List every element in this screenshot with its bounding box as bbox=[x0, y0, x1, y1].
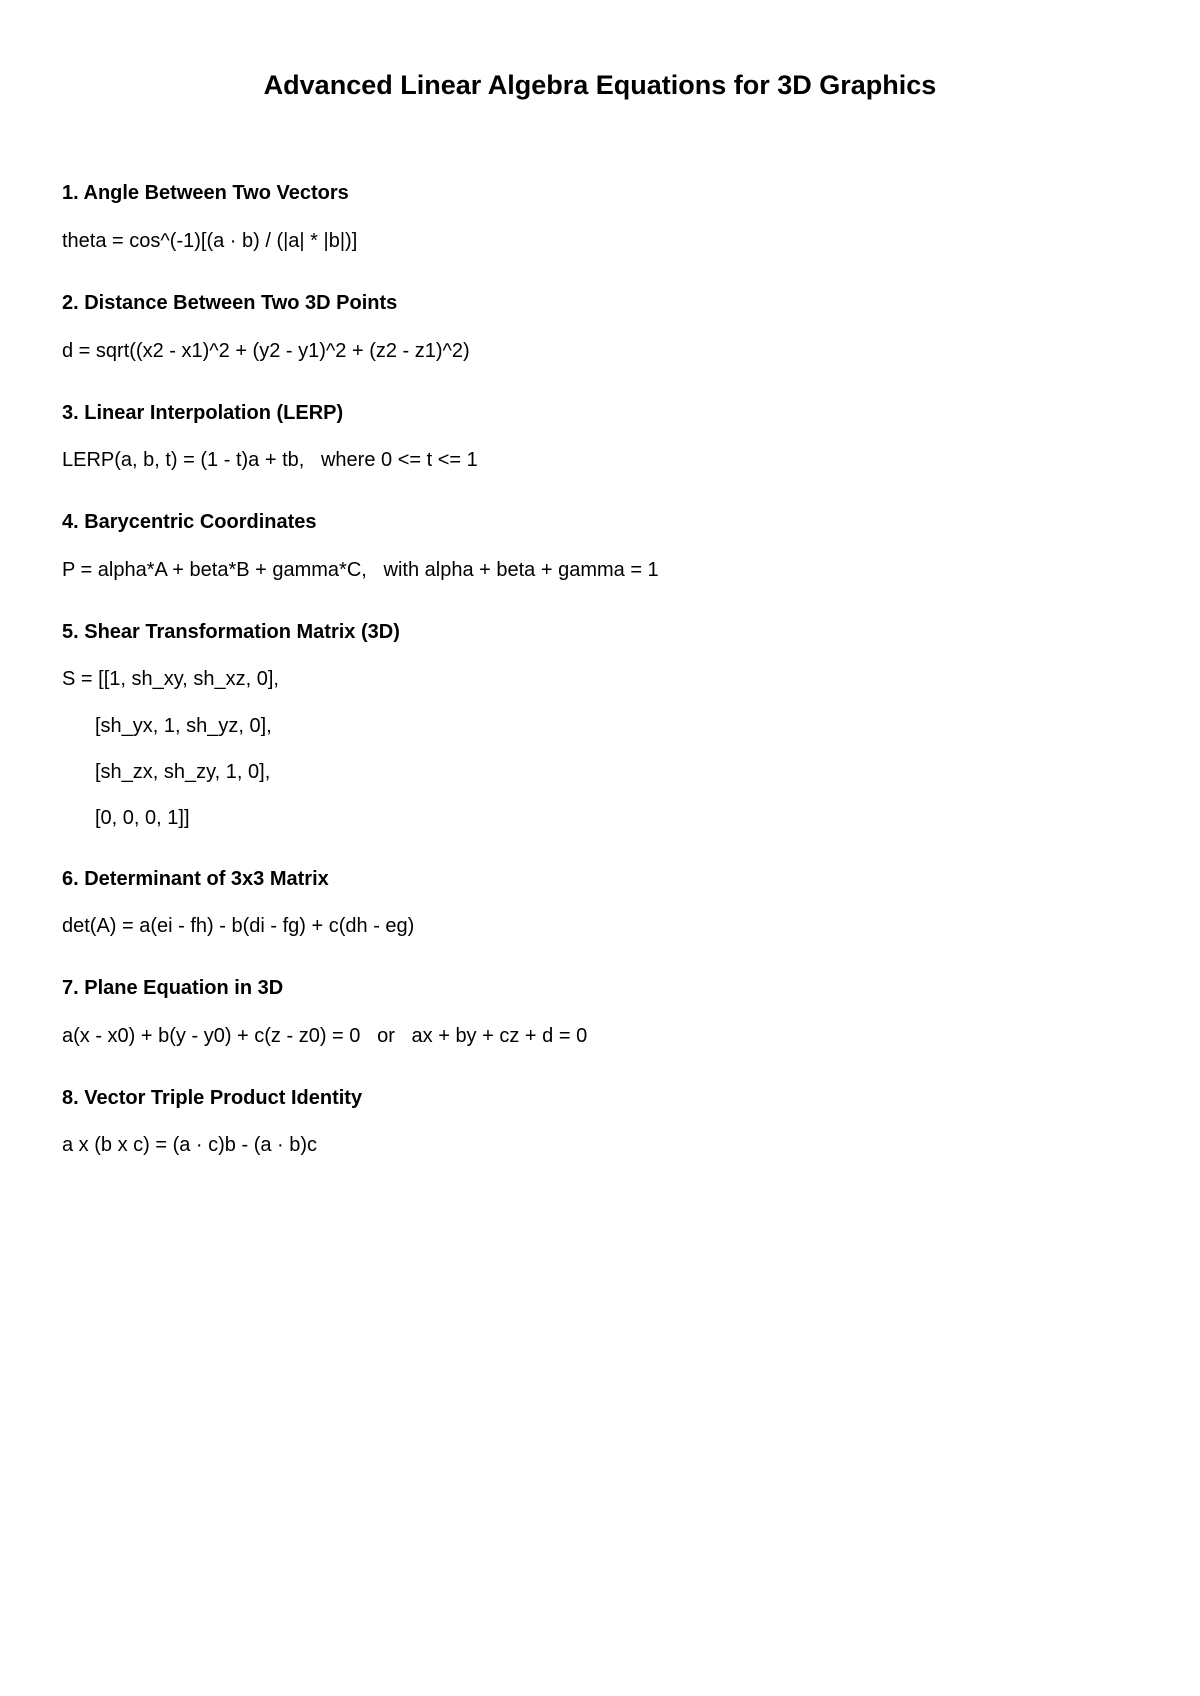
document-title: Advanced Linear Algebra Equations for 3D Graphics bbox=[263, 70, 937, 100]
equation-shear-matrix-row-2: [sh_yx, 1, sh_yz, 0], bbox=[95, 715, 272, 737]
section-heading-barycentric: 4. Barycentric Coordinates bbox=[62, 511, 317, 533]
equation-vector-triple-product: a x (b x c) = (a · c)b - (a · b)c bbox=[62, 1134, 318, 1156]
equation-plane: a(x - x0) + b(y - y0) + c(z - z0) = 0 or ax + by + cz + d = 0 bbox=[62, 1025, 588, 1047]
equation-distance-3d-points: d = sqrt((x2 - x1)^2 + (y2 - y1)^2 + (z2 - z1)^2) bbox=[62, 340, 470, 362]
equation-determinant: det(A) = a(ei - fh) - b(di - fg) + c(dh - eg) bbox=[62, 915, 415, 937]
equation-shear-matrix-row-1: S = [[1, sh_xy, sh_xz, 0], bbox=[62, 668, 279, 690]
section-heading-distance-3d-points: 2. Distance Between Two 3D Points bbox=[62, 292, 398, 314]
equation-barycentric: P = alpha*A + beta*B + gamma*C, with alpha + beta + gamma = 1 bbox=[62, 559, 659, 581]
equation-shear-matrix-row-4: [0, 0, 0, 1]] bbox=[95, 807, 190, 829]
section-heading-plane-equation: 7. Plane Equation in 3D bbox=[62, 977, 284, 999]
equation-lerp: LERP(a, b, t) = (1 - t)a + tb, where 0 <= t <= 1 bbox=[62, 449, 478, 471]
section-heading-lerp: 3. Linear Interpolation (LERP) bbox=[62, 402, 344, 424]
section-heading-vector-triple-product: 8. Vector Triple Product Identity bbox=[62, 1087, 363, 1109]
section-heading-angle-between-vectors: 1. Angle Between Two Vectors bbox=[62, 182, 349, 204]
equation-angle-between-vectors: theta = cos^(-1)[(a · b) / (|a| * |b|)] bbox=[62, 230, 358, 252]
section-heading-shear-matrix: 5. Shear Transformation Matrix (3D) bbox=[62, 621, 400, 643]
equation-shear-matrix-row-3: [sh_zx, sh_zy, 1, 0], bbox=[95, 761, 271, 783]
section-heading-determinant: 6. Determinant of 3x3 Matrix bbox=[62, 868, 329, 890]
